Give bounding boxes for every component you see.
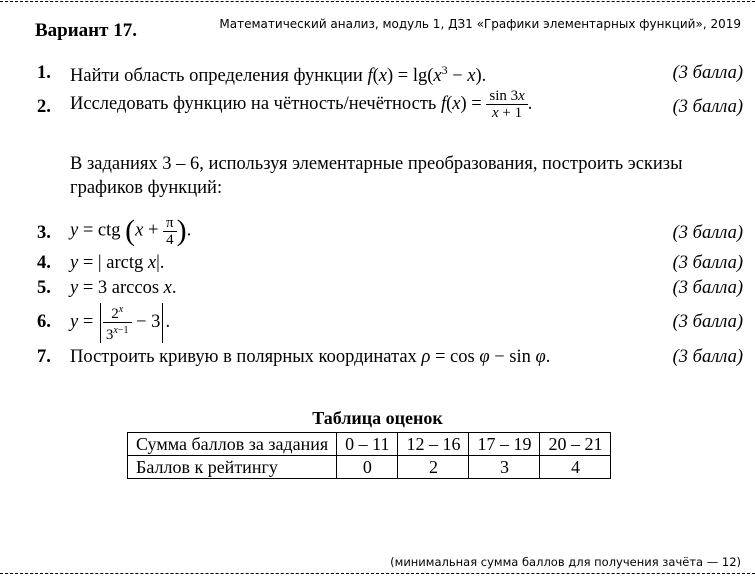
task-text: Исследовать функцию на чётность/нечётность f(x) = $\frac{\sin 3x}{x + 1}$ . [70,88,533,121]
task-text: Найти область определения функции $f(x) = \lg(x^3 - x)$. [70,63,487,87]
intro-text: В заданиях 3 – 6, используя элементарные преобразования, построить эскизы графиков функций: [70,154,683,198]
grades-table-title: Таблица оценок [312,408,443,428]
task-number: 7. [37,347,51,367]
table-cell: 2 [398,456,469,479]
task-1 [37,63,743,89]
task-formula: y = | arctg x|. [70,253,165,273]
grades-table [127,432,611,479]
top-dashed-line [0,1,755,2]
row-label: Сумма баллов за задания [128,433,337,456]
task-number: 6. [37,312,51,332]
table-cell: 0 [337,456,398,479]
task-points: (3 балла) [672,223,743,243]
task-points: (3 балла) [672,278,743,298]
task-7 [37,347,743,371]
task-formula: y = $\frac{2^x}{3^{x-1}}$ − 3 . [70,304,171,343]
table-cell: 0 – 11 [337,433,398,456]
task-2 [37,88,743,132]
task-points: (3 балла) [672,63,743,83]
task-3 [37,214,743,258]
table-row [128,456,611,479]
variant-title: Вариант 17. [35,20,137,41]
task-number: 2. [37,97,51,117]
table-cell: 17 – 19 [469,433,540,456]
table-row [128,433,611,456]
task-points: (3 балла) [672,97,743,117]
table-cell: 3 [469,456,540,479]
task-points: (3 балла) [672,347,743,367]
course-header: Математический анализ, модуль 1, ДЗ1 «Графики элементарных функций», 2019 [219,17,741,31]
table-cell: 12 – 16 [398,433,469,456]
footer-note: (минимальная сумма баллов для получения зачёта — 12) [390,555,741,569]
task-4 [37,253,743,277]
bottom-dashed-line [0,573,755,574]
task-number: 4. [37,253,51,273]
task-formula: y = 3 arccos x. [70,278,177,298]
task-points: (3 балла) [672,312,743,332]
task-formula: y = ctg (x + $\frac{\pi}{4}$ ). [70,214,192,248]
row-label: Баллов к рейтингу [128,456,337,479]
task-number: 1. [37,63,51,83]
task-points: (3 балла) [672,253,743,273]
task-number: 5. [37,278,51,298]
task-6 [37,302,743,348]
task-number: 3. [37,223,51,243]
task-5 [37,278,743,302]
table-cell: 4 [540,456,611,479]
task-text: Построить кривую в полярных координатах ρ = cos φ − sin φ. [70,347,551,367]
table-cell: 20 – 21 [540,433,611,456]
